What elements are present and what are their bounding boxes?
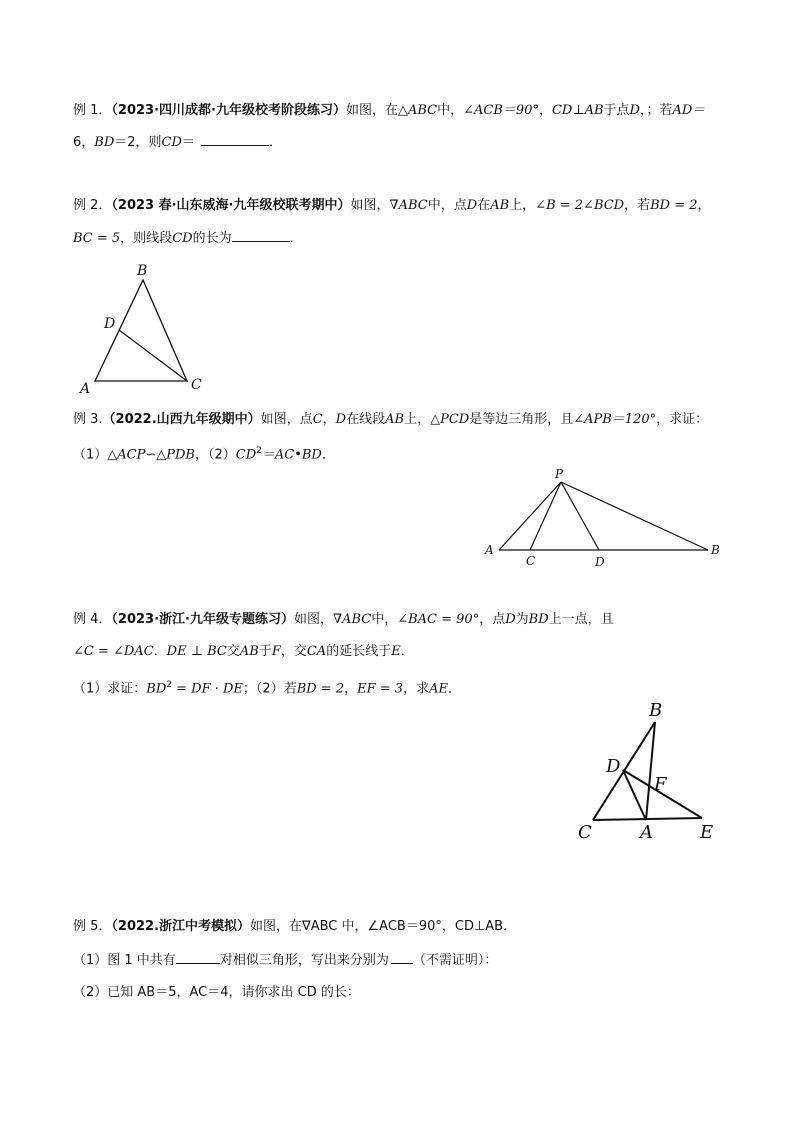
math: BD bbox=[528, 612, 549, 627]
example-2-line-1 bbox=[73, 197, 711, 215]
math: ＝AC•BD bbox=[261, 447, 322, 463]
example-1-line-1 bbox=[73, 102, 705, 120]
label-c: C bbox=[526, 554, 536, 568]
segment-pb bbox=[561, 482, 708, 550]
answer-blank-pairs[interactable] bbox=[391, 951, 413, 964]
text: 如图，在 bbox=[345, 103, 398, 118]
text: 交 bbox=[226, 644, 240, 659]
math: AB bbox=[385, 412, 405, 427]
math: ∠BAC = 90° bbox=[397, 612, 480, 627]
text: ，交 bbox=[280, 644, 307, 659]
example-1-label: 例 1． bbox=[73, 103, 112, 118]
text: 如图， bbox=[293, 612, 333, 627]
segment-ba bbox=[646, 722, 655, 820]
label-d: D bbox=[606, 756, 621, 777]
example-4-line-2 bbox=[73, 643, 414, 661]
text: ． bbox=[321, 447, 335, 463]
answer-blank-count[interactable] bbox=[176, 951, 220, 964]
example-2-source: （2023 春·山东威海·九年级校联考期中） bbox=[111, 198, 351, 213]
example-5-line-2 bbox=[73, 951, 497, 970]
math: D bbox=[629, 103, 640, 118]
math: ∠C = ∠DAC bbox=[73, 644, 154, 659]
text: 是等边三角形，且 bbox=[469, 412, 574, 427]
text: 6， bbox=[73, 135, 95, 150]
example-5-source: （2022.浙江中考模拟） bbox=[111, 919, 251, 934]
math: = DF · DE bbox=[172, 681, 243, 697]
example-2-label: 例 2． bbox=[73, 198, 112, 213]
math: AE bbox=[429, 681, 448, 697]
segment-ce bbox=[593, 818, 702, 820]
text: ， bbox=[697, 198, 711, 213]
math: ∠B = 2∠BCD bbox=[535, 198, 625, 213]
text: ． bbox=[153, 644, 167, 659]
text: 的长为 bbox=[192, 231, 232, 246]
example-4-line-3 bbox=[73, 676, 461, 698]
example-5-label: 例 5． bbox=[73, 919, 112, 934]
segment-pc bbox=[530, 482, 561, 550]
math: CD bbox=[161, 135, 182, 150]
text: ． bbox=[268, 135, 282, 150]
math: D bbox=[335, 412, 347, 427]
superscript: 2 bbox=[166, 680, 172, 690]
math: CD bbox=[235, 447, 257, 463]
example-4-line-1 bbox=[73, 611, 614, 629]
text: 上， bbox=[509, 198, 536, 213]
math: E bbox=[391, 644, 401, 659]
text: ． bbox=[289, 231, 303, 246]
math: D bbox=[505, 612, 516, 627]
text: （1） bbox=[73, 447, 108, 463]
math: △ACP∽△PDB bbox=[107, 447, 195, 463]
example-4-source: （2023·浙江·九年级专题练习） bbox=[111, 612, 294, 627]
math: EF = 3 bbox=[357, 681, 404, 697]
text: ，求证： bbox=[656, 412, 709, 427]
label-e: E bbox=[700, 822, 714, 843]
segment-cb bbox=[593, 722, 655, 820]
label-b: B bbox=[711, 543, 720, 557]
segment-da bbox=[623, 770, 646, 820]
math: BD = 2 bbox=[296, 681, 345, 697]
text: 如图，在∇ABC 中，∠ACB＝90°，CD⊥AB． bbox=[250, 919, 517, 934]
text: ， bbox=[538, 103, 552, 118]
segment-cd bbox=[119, 330, 187, 381]
text: ，则线段 bbox=[120, 231, 173, 246]
math: BD bbox=[146, 681, 167, 697]
triangle-abc bbox=[95, 280, 187, 381]
segment-pd bbox=[561, 482, 599, 550]
text: （2）已知 AB＝5，AC＝4，请你求出 CD 的长： bbox=[73, 985, 360, 1000]
text: 对相似三角形，写出来分别为 bbox=[219, 953, 389, 968]
text: 于点 bbox=[603, 103, 630, 118]
text: ，（2） bbox=[194, 447, 236, 463]
math: C bbox=[312, 412, 323, 427]
text: ， bbox=[344, 681, 358, 697]
math: BD bbox=[94, 135, 115, 150]
text: ． bbox=[447, 681, 461, 697]
math: AD＝ bbox=[672, 103, 706, 118]
example-3-label: 例 3. bbox=[73, 412, 103, 427]
math: BC = 5 bbox=[73, 231, 121, 246]
math: ∠ACB＝90° bbox=[463, 103, 539, 118]
example-3-line-1 bbox=[73, 411, 708, 429]
text: 如图，点 bbox=[260, 412, 313, 427]
text: ，求 bbox=[403, 681, 430, 697]
math: AB bbox=[490, 198, 510, 213]
example-5-line-1 bbox=[73, 918, 516, 936]
text: ，若 bbox=[624, 198, 651, 213]
math: CD⊥AB bbox=[551, 103, 604, 118]
math: AB bbox=[239, 644, 259, 659]
math: D bbox=[466, 198, 478, 213]
example-4-label: 例 4． bbox=[73, 612, 112, 627]
text: （1）求证： bbox=[73, 681, 147, 697]
math: F bbox=[271, 644, 281, 659]
label-a: A bbox=[640, 822, 653, 843]
text: （1）图 1 中共有 bbox=[73, 953, 176, 968]
label-p: P bbox=[555, 467, 564, 481]
text: 于 bbox=[258, 644, 272, 659]
label-c: C bbox=[578, 822, 592, 843]
label-a: A bbox=[80, 381, 91, 397]
text: ＝ bbox=[181, 135, 195, 150]
example-5-line-3 bbox=[73, 984, 360, 1002]
label-d: D bbox=[595, 555, 605, 569]
label-f: F bbox=[654, 774, 667, 795]
text: 上一点，且 bbox=[548, 612, 614, 627]
text: ，点 bbox=[479, 612, 506, 627]
segment-ap bbox=[499, 482, 561, 550]
example-1-line-2 bbox=[73, 133, 282, 152]
text: （不需证明）： bbox=[412, 953, 498, 968]
text: 中，点 bbox=[427, 198, 467, 213]
math: ∇ABC bbox=[389, 198, 428, 213]
superscript: 2 bbox=[256, 446, 262, 456]
text: ；（2）若 bbox=[242, 681, 297, 697]
text: ． bbox=[400, 644, 414, 659]
example-3-source: （2022.山西九年级期中） bbox=[102, 412, 261, 427]
math: △ABC bbox=[397, 103, 438, 118]
text: 为 bbox=[515, 612, 529, 627]
text: 中， bbox=[437, 103, 464, 118]
text: ，；若 bbox=[639, 103, 673, 118]
example-3-line-2 bbox=[73, 442, 335, 464]
text: 在线段 bbox=[346, 412, 386, 427]
label-c: C bbox=[191, 377, 202, 393]
text: 在 bbox=[477, 198, 491, 213]
math: CD bbox=[172, 231, 193, 246]
math: ∠APB＝120° bbox=[573, 412, 657, 427]
math: △PCD bbox=[430, 412, 470, 427]
segment-de bbox=[623, 770, 702, 818]
example-1-source: （2023·四川成都·九年级校考阶段练习） bbox=[111, 103, 346, 118]
math: DE ⊥ BC bbox=[166, 644, 227, 659]
label-a: A bbox=[485, 543, 494, 557]
text: 如图， bbox=[350, 198, 390, 213]
example-2-line-2 bbox=[73, 229, 303, 248]
label-d: D bbox=[104, 316, 116, 332]
text: 上， bbox=[404, 412, 431, 427]
text: 中， bbox=[371, 612, 398, 627]
text: 的延长线于 bbox=[326, 644, 392, 659]
text: ， bbox=[322, 412, 336, 427]
math: CA bbox=[306, 644, 327, 659]
label-b: B bbox=[649, 700, 663, 721]
label-b: B bbox=[137, 263, 148, 279]
text: ＝2，则 bbox=[114, 135, 162, 150]
answer-blank[interactable] bbox=[201, 133, 269, 146]
math: ∇ABC bbox=[332, 612, 372, 627]
math: BD = 2 bbox=[650, 198, 698, 213]
answer-blank[interactable] bbox=[232, 229, 290, 242]
